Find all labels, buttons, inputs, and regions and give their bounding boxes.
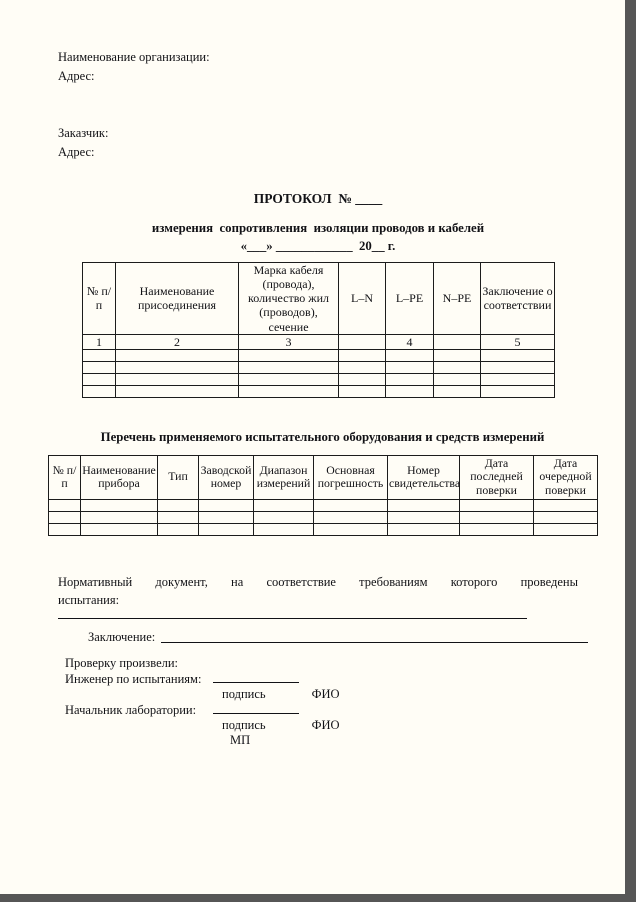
empty-cell [434,373,481,385]
num-cell [339,334,386,349]
empty-cell [388,511,460,523]
empty-cell [339,349,386,361]
name-caption: ФИО [311,686,340,701]
empty-cell [158,499,199,511]
equipment-header-row [49,455,598,499]
num-cell: 3 [239,334,339,349]
empty-cell [434,361,481,373]
empty-cell [254,499,314,511]
col-accuracy: Основная погрешность [314,455,388,499]
empty-cell [386,361,434,373]
empty-cell [199,499,254,511]
measurements-table [82,262,555,398]
empty-cell [339,361,386,373]
empty-cell [116,349,239,361]
col-number: № п/п [83,263,116,335]
normative-text-line1: Нормативный документ, на соответствие требованиям которого проведены [58,574,578,589]
empty-cell [81,511,158,523]
table-row [49,523,598,535]
num-cell: 2 [116,334,239,349]
col-cable-brand: Марка кабеля (провода), количество жил (проводов), сечение [239,263,339,335]
empty-cell [116,385,239,397]
num-cell [434,334,481,349]
empty-cell [254,511,314,523]
empty-cell [239,385,339,397]
empty-cell [534,511,598,523]
empty-cell [534,523,598,535]
empty-cell [158,511,199,523]
empty-cell [534,499,598,511]
empty-cell [83,385,116,397]
performed-by-label: Проверку произвели: [65,655,179,670]
empty-cell [481,373,555,385]
engineer-row [65,671,625,687]
col-l-n: L–N [339,263,386,335]
col-n-pe: N–PE [434,263,481,335]
col-serial-number: Заводской номер [199,455,254,499]
customer-label: Заказчик: [58,126,109,140]
organization-address-label: Адрес: [58,69,95,83]
equipment-table-title: Перечень применяемого испытательного оборудования и средств измерений [100,429,545,444]
num-cell: 4 [386,334,434,349]
title-section [58,189,578,255]
protocol-date-line: «___» ____________ 20__ г. [240,239,396,253]
num-cell: 1 [83,334,116,349]
engineer-signature-line [213,671,299,683]
table-row [83,349,555,361]
empty-cell [239,373,339,385]
empty-cell [81,499,158,511]
engineer-label: Инженер по испытаниям: [65,672,202,687]
stamp-row [65,733,625,749]
normative-text-line2: испытания: [58,592,120,607]
empty-cell [434,385,481,397]
empty-cell [199,523,254,535]
table-row [83,385,555,397]
col-device-name: Наименование прибора [81,455,158,499]
col-last-verification: Дата последней поверки [460,455,534,499]
empty-cell [314,511,388,523]
col-l-pe: L–PE [386,263,434,335]
customer-address-label: Адрес: [58,145,95,159]
num-cell: 5 [481,334,555,349]
signature-caption: подпись [222,686,266,701]
col-connection-name: Наименование присоединения [116,263,239,335]
head-row [65,702,625,718]
table-row [83,361,555,373]
head-label: Начальник лаборатории: [65,703,197,718]
col-conformity: Заключение о соответствии [481,263,555,335]
empty-cell [481,349,555,361]
empty-cell [116,373,239,385]
organization-name-label: Наименование организации: [58,50,210,64]
empty-cell [199,511,254,523]
head-caption-row [65,718,625,734]
measurements-header-row [83,263,555,335]
signatures-section [65,656,625,749]
empty-cell [239,349,339,361]
empty-cell [339,385,386,397]
equipment-table [48,455,598,536]
empty-cell [81,523,158,535]
customer-section [58,124,625,162]
table-row [83,373,555,385]
conclusion-row [58,628,588,646]
empty-cell [314,523,388,535]
name-caption: ФИО [311,717,340,732]
protocol-title: ПРОТОКОЛ № ____ [253,191,383,206]
empty-cell [386,385,434,397]
empty-cell [254,523,314,535]
empty-cell [481,385,555,397]
empty-cell [116,361,239,373]
empty-cell [388,523,460,535]
stamp-label: МП [230,733,251,748]
conclusion-fill-line [161,631,588,643]
conclusion-label: Заключение: [88,629,156,644]
empty-cell [388,499,460,511]
empty-cell [434,349,481,361]
empty-cell [158,523,199,535]
table-row [49,499,598,511]
col-next-verification: Дата очередной поверки [534,455,598,499]
empty-cell [460,511,534,523]
head-signature-line [213,702,299,714]
empty-cell [239,361,339,373]
col-type: Тип [158,455,199,499]
empty-cell [460,499,534,511]
col-certificate: Номер свидетельства [388,455,460,499]
empty-cell [386,349,434,361]
empty-cell [49,499,81,511]
engineer-caption-row [65,687,625,703]
empty-cell [339,373,386,385]
empty-cell [83,349,116,361]
organization-section [58,48,625,86]
empty-cell [49,523,81,535]
empty-cell [83,373,116,385]
empty-cell [314,499,388,511]
column-number-row [83,334,555,349]
empty-cell [49,511,81,523]
col-range: Диапазон измерений [254,455,314,499]
fill-in-rule [58,618,527,619]
protocol-subtitle: измерения сопротивления изоляции проводов и кабелей [151,221,485,235]
normative-paragraph [58,573,578,609]
table-row [49,511,598,523]
empty-cell [83,361,116,373]
signature-caption: подпись [222,717,266,732]
empty-cell [481,361,555,373]
col-number: № п/п [49,455,81,499]
empty-cell [386,373,434,385]
empty-cell [460,523,534,535]
